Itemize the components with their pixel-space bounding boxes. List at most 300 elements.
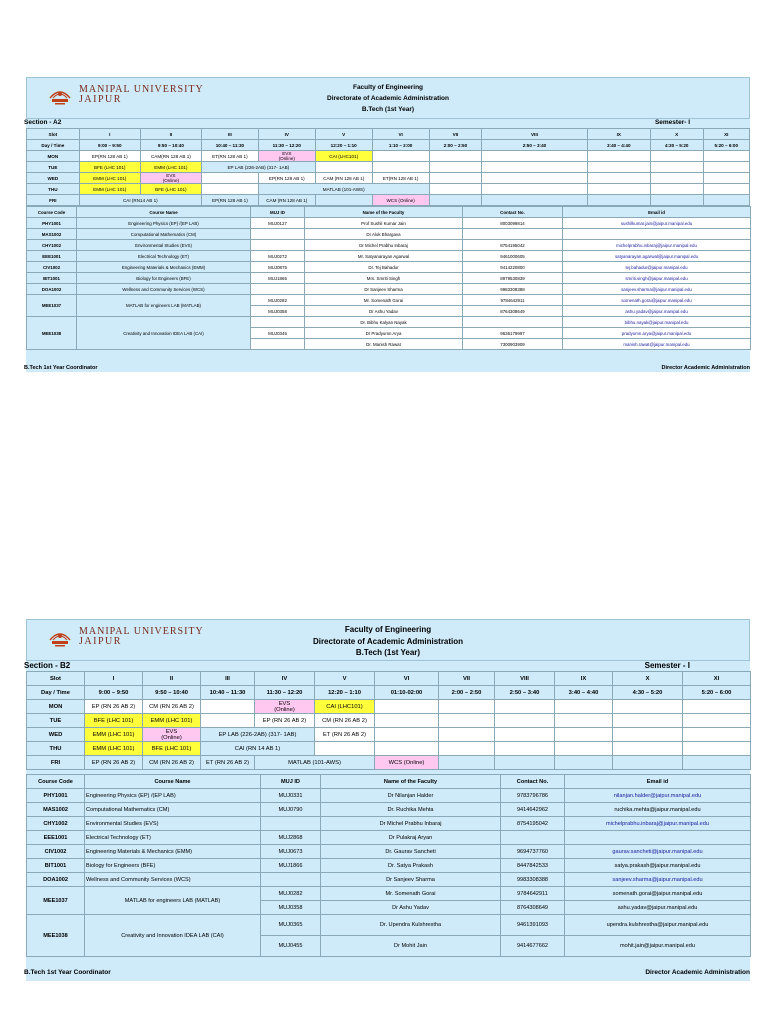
contact-no: 9983308388 [463, 284, 563, 295]
university-name: MANIPAL UNIVERSITY [79, 626, 204, 637]
empty-cell [429, 151, 482, 162]
time-cell: 3:40 – 4:40 [587, 140, 650, 151]
empty-cell [587, 195, 650, 206]
day-row-wed [27, 728, 751, 742]
muj-id: MUJ0127 [251, 218, 305, 229]
slot-row [27, 672, 751, 686]
time-cell: 10:40 – 11:30 [201, 140, 258, 151]
contact-no: 8979530839 [463, 273, 563, 284]
muj-id: MUJ0345 [251, 328, 305, 339]
course-name: Engineering Physics (EP) /(EP LAB) [77, 218, 251, 229]
faculty-name: Dr. Gaurav Sancheti [321, 845, 501, 859]
faculty-name: Dr. Bibhu Kalyan Nayak [305, 317, 463, 328]
slot-cell: VI [375, 672, 439, 686]
empty-cell [703, 173, 749, 184]
time-cell: 9:50 – 10:40 [143, 686, 201, 700]
time-cell: 5:20 – 6:00 [703, 140, 749, 151]
muj-id [261, 873, 321, 887]
course-row [27, 240, 751, 251]
day-label: MON [27, 700, 85, 714]
muj-id [251, 240, 305, 251]
slot-cell: Slot [27, 672, 85, 686]
email-link[interactable]: bibhu.nayak@jaipur.manipal.edu [563, 317, 751, 328]
director-label: Director Academic Administration [661, 365, 750, 371]
time-cell: 2:50 – 3:40 [482, 140, 587, 151]
time-cell: 9:00 – 9:50 [85, 686, 143, 700]
class-cell: BFE (LHC 101) [85, 714, 143, 728]
email-link[interactable]: ashu.yadav@jaipur.manipal.edu [565, 901, 751, 915]
class-cell: ET(RN 128 AB 1) [201, 151, 258, 162]
faculty-name: Dr Sanjeev Sharma [305, 284, 463, 295]
faculty-name: Dr Pradyumn Arya [305, 328, 463, 339]
faculty-name: Dr Mohit Jain [321, 936, 501, 957]
course-row [27, 831, 751, 845]
time-cell: 4:30 – 5:20 [650, 140, 703, 151]
muj-id: MUJ0272 [251, 251, 305, 262]
class-cell: ET (RN 26 AB 2) [315, 728, 375, 742]
empty-cell [587, 173, 650, 184]
contact-no: 9983308388 [501, 873, 565, 887]
class-cell: ET(RN 128 AB 1) [372, 173, 429, 184]
day-row-mon [27, 151, 750, 162]
slot-cell: X [650, 129, 703, 140]
class-cell: EVS (Online) [255, 700, 315, 714]
muj-id: MUJ0875 [251, 262, 305, 273]
time-cell: 9:50 – 10:40 [140, 140, 201, 151]
faculty-name: Dr Ashu Yadav [321, 901, 501, 915]
empty-cell [683, 700, 751, 714]
class-cell: EP (RN 26 AB 2) [85, 756, 143, 770]
slot-cell: VII [439, 672, 495, 686]
class-cell: EVS (Online) [143, 728, 201, 742]
email-link[interactable]: mohit.jain@jaipur.manipal.edu [565, 936, 751, 957]
course-name: MATLAB for engineers LAB (MATLAB) [77, 295, 251, 317]
day-row-fri [27, 756, 751, 770]
faculty-name: Dr. Satya Prakash [321, 859, 501, 873]
contact-no: 9461391093 [501, 915, 565, 936]
course-name: Biology for Engineers (BFE) [85, 859, 261, 873]
empty-cell [429, 173, 482, 184]
email-link[interactable]: sanjeev.sharma@jaipur.manipal.edu [563, 284, 751, 295]
class-cell: EP(RN 128 AB 1) [79, 151, 140, 162]
empty-cell [495, 756, 555, 770]
course-code: CIV1002 [27, 845, 85, 859]
empty-cell [439, 742, 495, 756]
empty-cell [439, 714, 495, 728]
slot-cell: IX [587, 129, 650, 140]
email-link [563, 229, 751, 240]
empty-cell [429, 184, 482, 195]
empty-cell [201, 184, 258, 195]
slot-cell: II [143, 672, 201, 686]
faculty-name: Mr. Satyanarayan Agarwal [305, 251, 463, 262]
empty-cell [683, 756, 751, 770]
empty-cell [375, 742, 439, 756]
class-cell: CAI (LHC101) [315, 151, 372, 162]
email-link[interactable]: upendra.kulshrestha@jaipur.manipal.edu [565, 915, 751, 936]
slot-cell: III [201, 129, 258, 140]
contact-no: 9414220800 [463, 262, 563, 273]
slot-cell: X [613, 672, 683, 686]
university-city: JAIPUR [79, 94, 122, 105]
contact-no: 8003099814 [463, 218, 563, 229]
contact-no: 9783796786 [501, 789, 565, 803]
email-link[interactable]: somenath.gorai@jaipur.manipal.edu [565, 887, 751, 901]
class-cell: BFE (LHC 101) [143, 742, 201, 756]
program-title: B.Tech (1st Year) [355, 648, 421, 657]
faculty-name: Mrs. Smriti Singh [305, 273, 463, 284]
course-code: EEE1001 [27, 831, 85, 845]
empty-cell [703, 162, 749, 173]
empty-cell [429, 195, 482, 206]
header-cell: Contact No. [501, 775, 565, 789]
muj-id: MUJ0282 [251, 295, 305, 306]
time-cell: 11:30 – 12:20 [255, 686, 315, 700]
class-cell: CAM (RN 128 AB 1) [258, 195, 315, 206]
timetable-grid [26, 671, 751, 770]
slot-cell: VII [429, 129, 482, 140]
faculty-name: Dr Pulakraj Aryan [321, 831, 501, 845]
muj-id: MUJ0673 [261, 845, 321, 859]
class-cell: EMM (LHC 101) [140, 162, 201, 173]
empty-cell [613, 728, 683, 742]
slot-row [27, 129, 750, 140]
course-name: Engineering Physics (EP) /(EP LAB) [85, 789, 261, 803]
empty-cell [587, 162, 650, 173]
empty-cell [201, 700, 255, 714]
class-cell: WCS (Online) [375, 756, 439, 770]
header-cell: Contact No. [463, 207, 563, 218]
course-row [27, 873, 751, 887]
empty-cell [703, 195, 749, 206]
class-cell: EMM (LHC 101) [79, 184, 140, 195]
day-label: MON [27, 151, 80, 162]
class-cell: CAI (RN 14 AB 1) [201, 742, 315, 756]
course-code: MEE1038 [27, 317, 77, 350]
time-cell: 3:40 – 4:40 [555, 686, 613, 700]
time-cell: Day / Time [27, 686, 85, 700]
slot-cell: VI [372, 129, 429, 140]
class-cell: CAM(RN 128 AB 1) [140, 151, 201, 162]
empty-cell [372, 151, 429, 162]
day-label: WED [27, 173, 80, 184]
email-link[interactable]: gaurav.sancheti@jaipur.manipal.edu [565, 845, 751, 859]
course-row [27, 859, 751, 873]
directorate-title: Directorate of Academic Administration [312, 636, 464, 646]
day-label: FRI [27, 195, 80, 206]
empty-cell [650, 162, 703, 173]
sheet-header [26, 619, 750, 661]
university-name: MANIPAL UNIVERSITY [79, 84, 204, 95]
course-name: Wellness and Community Services (WCS) [85, 873, 261, 887]
class-cell: EVS (Online) [258, 151, 315, 162]
empty-cell [650, 195, 703, 206]
slot-cell: VIII [495, 672, 555, 686]
faculty-name: Dr. Manish Rawat [305, 339, 463, 350]
time-cell: 2:00 – 2:50 [429, 140, 482, 151]
course-code: MAS1002 [27, 803, 85, 817]
empty-cell [650, 184, 703, 195]
class-cell: CAM (RN 128 AB 1) [315, 173, 372, 184]
course-row [27, 229, 751, 240]
class-cell: EP(RN 128 AB 1) [258, 173, 315, 184]
day-row-fri [27, 195, 750, 206]
class-cell: CAI (RN14 AB 1) [79, 195, 201, 206]
class-cell: EMM (LHC 101) [85, 728, 143, 742]
slot-cell: I [79, 129, 140, 140]
time-cell: 12:20 – 1:10 [315, 140, 372, 151]
day-row-thu [27, 742, 751, 756]
course-name: Electrical Technology (ET) [85, 831, 261, 845]
course-name: MATLAB for engineers LAB (MATLAB) [85, 887, 261, 915]
empty-cell [315, 195, 372, 206]
contact-no: 9636179997 [463, 328, 563, 339]
day-label: TUE [27, 714, 85, 728]
muj-id: MUJ0365 [261, 915, 321, 936]
muj-id: MUJ2868 [261, 831, 321, 845]
empty-cell [375, 700, 439, 714]
course-row [27, 295, 751, 306]
contact-no: 8764308649 [501, 901, 565, 915]
muj-id [251, 339, 305, 350]
class-cell: BFE (LHC 101) [79, 162, 140, 173]
course-name: Engineering Materials & Mechanics (EMM) [85, 845, 261, 859]
email-link [565, 831, 751, 845]
day-row-tue [27, 162, 750, 173]
email-link[interactable]: manish.rawat@jaipur.manipal.edu [563, 339, 751, 350]
course-row [27, 803, 751, 817]
faculty-name: Dr Alok Bhargava [305, 229, 463, 240]
time-row [27, 686, 751, 700]
empty-cell [482, 173, 587, 184]
email-link[interactable]: michelprabhu.inbaraj@jaipur.manipal.edu [563, 240, 751, 251]
day-row-tue [27, 714, 751, 728]
email-link[interactable]: nilanjan.halder@jaipur.manipal.edu [565, 789, 751, 803]
empty-cell [650, 151, 703, 162]
course-code: MEE1038 [27, 915, 85, 957]
class-cell: ET (RN 26 AB 2) [201, 756, 255, 770]
muj-id: MUJ0790 [261, 803, 321, 817]
contact-no: 9461000605 [463, 251, 563, 262]
slot-cell: V [315, 129, 372, 140]
course-name: Computational Mathematics (CM) [77, 229, 251, 240]
slot-cell: IX [555, 672, 613, 686]
empty-cell [613, 714, 683, 728]
class-cell: EMM (LHC 101) [85, 742, 143, 756]
class-cell: EP(RN 128 AB 1) [201, 195, 258, 206]
program-title: B.Tech (1st Year) [361, 106, 415, 113]
email-link[interactable]: sushilkumar.jain@jaipur.manipal.edu [563, 218, 751, 229]
faculty-name: Dr Sanjeev Sharma [321, 873, 501, 887]
course-code: BIT1001 [27, 273, 77, 284]
class-cell: WCS (Online) [372, 195, 429, 206]
class-cell: EMM (LHC 101) [79, 173, 140, 184]
slot-cell: I [85, 672, 143, 686]
empty-cell [613, 756, 683, 770]
empty-cell [650, 173, 703, 184]
faculty-name: Dr Ashu Yadav [305, 306, 463, 317]
section-label: Section - B2 [24, 661, 71, 670]
directorate-title: Directorate of Academic Administration [327, 95, 449, 102]
empty-cell [482, 151, 587, 162]
class-cell: EP (RN 26 AB 2) [255, 714, 315, 728]
course-row [27, 887, 751, 901]
header-cell: Course Name [77, 207, 251, 218]
muj-id [251, 317, 305, 328]
muj-id: MUJ0358 [261, 901, 321, 915]
course-code: CHY1002 [27, 240, 77, 251]
email-link[interactable]: michelprabhu.inbaraj@jaipur.manipal.edu [565, 817, 751, 831]
contact-no: 8764308649 [463, 306, 563, 317]
class-cell: EP LAB (226-2AB) (317- 1AB) [201, 728, 315, 742]
empty-cell [587, 184, 650, 195]
day-row-thu [27, 184, 750, 195]
course-code: CIV1002 [27, 262, 77, 273]
faculty-name: Prof Sushil Kumar Jain [305, 218, 463, 229]
time-cell: 11:30 – 12:20 [258, 140, 315, 151]
email-link[interactable]: satya.prakash@jaipur.manipal.edu [565, 859, 751, 873]
course-name: Creativity and Innovation IDEA LAB (CAI) [77, 317, 251, 350]
faculty-name: Dr Michel Prabhu Inbaraj [321, 817, 501, 831]
class-cell: CM (RN 26 AB 2) [143, 756, 201, 770]
contact-no: 9784642911 [463, 295, 563, 306]
course-name: Electrical Technology (ET) [77, 251, 251, 262]
faculty-name: Dr. Ruchika Mehta [321, 803, 501, 817]
email-link[interactable]: somenath.gorai@jaipur.manipal.edu [563, 295, 751, 306]
header-cell: Course Name [85, 775, 261, 789]
university-city: JAIPUR [79, 636, 122, 647]
contact-no: 9414677662 [501, 936, 565, 957]
course-row [27, 317, 751, 328]
day-row-mon [27, 700, 751, 714]
course-header-row [27, 775, 751, 789]
sheet-header [26, 77, 750, 119]
section-label: Section - A2 [24, 119, 62, 126]
muj-id: MUJ0331 [261, 789, 321, 803]
faculty-name: Dr Nilanjan Halder [321, 789, 501, 803]
class-cell: MATLAB (101-AWS) [258, 184, 429, 195]
empty-cell [375, 714, 439, 728]
class-cell: MATLAB (101-AWS) [255, 756, 375, 770]
course-row [27, 218, 751, 229]
empty-cell [703, 151, 749, 162]
course-row [27, 284, 751, 295]
slot-cell: Slot [27, 129, 80, 140]
email-link[interactable]: pradyumn.arya@jaipur.manipal.edu [563, 328, 751, 339]
empty-cell [439, 756, 495, 770]
empty-cell [495, 742, 555, 756]
timetable-grid [26, 128, 750, 206]
faculty-name: Dr. Tej Bahadur [305, 262, 463, 273]
slot-cell: XI [703, 129, 749, 140]
time-cell: 10:40 – 11:30 [201, 686, 255, 700]
class-cell: EP LAB (226-2AB) (317- 1AB) [201, 162, 315, 173]
course-code: DOA1002 [27, 873, 85, 887]
time-row [27, 140, 750, 151]
faculty-title: Faculty of Engineering [344, 625, 432, 634]
muj-id: MUJ0455 [261, 936, 321, 957]
timetable-sheet-b2 [26, 619, 750, 981]
header-cell: MUJ ID [251, 207, 305, 218]
header-cell: Course Code [27, 207, 77, 218]
day-row-wed [27, 173, 750, 184]
course-row [27, 262, 751, 273]
header-cell: Name of the Faculty [321, 775, 501, 789]
email-link[interactable]: sanjeev.sharma@jaipur.manipal.edu [565, 873, 751, 887]
course-code: CHY1002 [27, 817, 85, 831]
contact-no: 9784642911 [501, 887, 565, 901]
class-cell: BFE (LHC 101) [140, 184, 201, 195]
time-cell: 12:20 – 1:10 [315, 686, 375, 700]
course-row [27, 251, 751, 262]
course-code: DOA1002 [27, 284, 77, 295]
day-label: THU [27, 742, 85, 756]
slot-cell: IV [258, 129, 315, 140]
day-label: THU [27, 184, 80, 195]
course-code: EEE1001 [27, 251, 77, 262]
empty-cell [201, 714, 255, 728]
muj-id [261, 817, 321, 831]
empty-cell [375, 728, 439, 742]
day-label: FRI [27, 756, 85, 770]
header-cell: Course Code [27, 775, 85, 789]
semester-label: Semester- I [654, 119, 690, 126]
course-table [26, 774, 751, 957]
class-cell: CM (RN 26 AB 2) [315, 714, 375, 728]
header-cell: MUJ ID [261, 775, 321, 789]
empty-cell [613, 700, 683, 714]
day-label: TUE [27, 162, 80, 173]
email-link[interactable]: ruchika.mehta@jaipur.manipal.edu [565, 803, 751, 817]
email-link[interactable]: tej.bahadur@jaipur.manipal.edu [563, 262, 751, 273]
course-name: Biology for Engineers (BFE) [77, 273, 251, 284]
time-cell: 2:00 – 2:50 [439, 686, 495, 700]
contact-no: 9414642962 [501, 803, 565, 817]
contact-no: 9694737760 [501, 845, 565, 859]
empty-cell [315, 742, 375, 756]
course-table [26, 206, 751, 350]
empty-cell [495, 700, 555, 714]
empty-cell [495, 714, 555, 728]
contact-no: 8447842533 [501, 859, 565, 873]
muj-id: MUJ0358 [251, 306, 305, 317]
semester-label: Semester - I [644, 661, 690, 670]
timetable-sheet-a2 [26, 77, 750, 372]
empty-cell [439, 700, 495, 714]
time-cell: 1:10 – 2:00 [372, 140, 429, 151]
empty-cell [555, 700, 613, 714]
empty-cell [555, 714, 613, 728]
email-link[interactable]: ashu.yadav@jaipur.manipal.edu [563, 306, 751, 317]
course-row [27, 845, 751, 859]
course-row [27, 817, 751, 831]
faculty-name: Dr. Upendra Kulshrestha [321, 915, 501, 936]
empty-cell [482, 162, 587, 173]
empty-cell [555, 742, 613, 756]
empty-cell [587, 151, 650, 162]
empty-cell [495, 728, 555, 742]
email-link[interactable]: smriti.singh@jaipur.manipal.edu [563, 273, 751, 284]
coordinator-label: B.Tech 1st Year Coordinator [24, 969, 111, 976]
course-code: MEE1037 [27, 887, 85, 915]
muj-id: MUJ0282 [261, 887, 321, 901]
email-link[interactable]: satyanarayan.agarwal@jaipur.manipal.edu [563, 251, 751, 262]
slot-cell: III [201, 672, 255, 686]
course-code: MAS1002 [27, 229, 77, 240]
course-name: Engineering Materials & Mechanics (EMM) [77, 262, 251, 273]
empty-cell [703, 184, 749, 195]
time-cell: 2:50 – 3:40 [495, 686, 555, 700]
